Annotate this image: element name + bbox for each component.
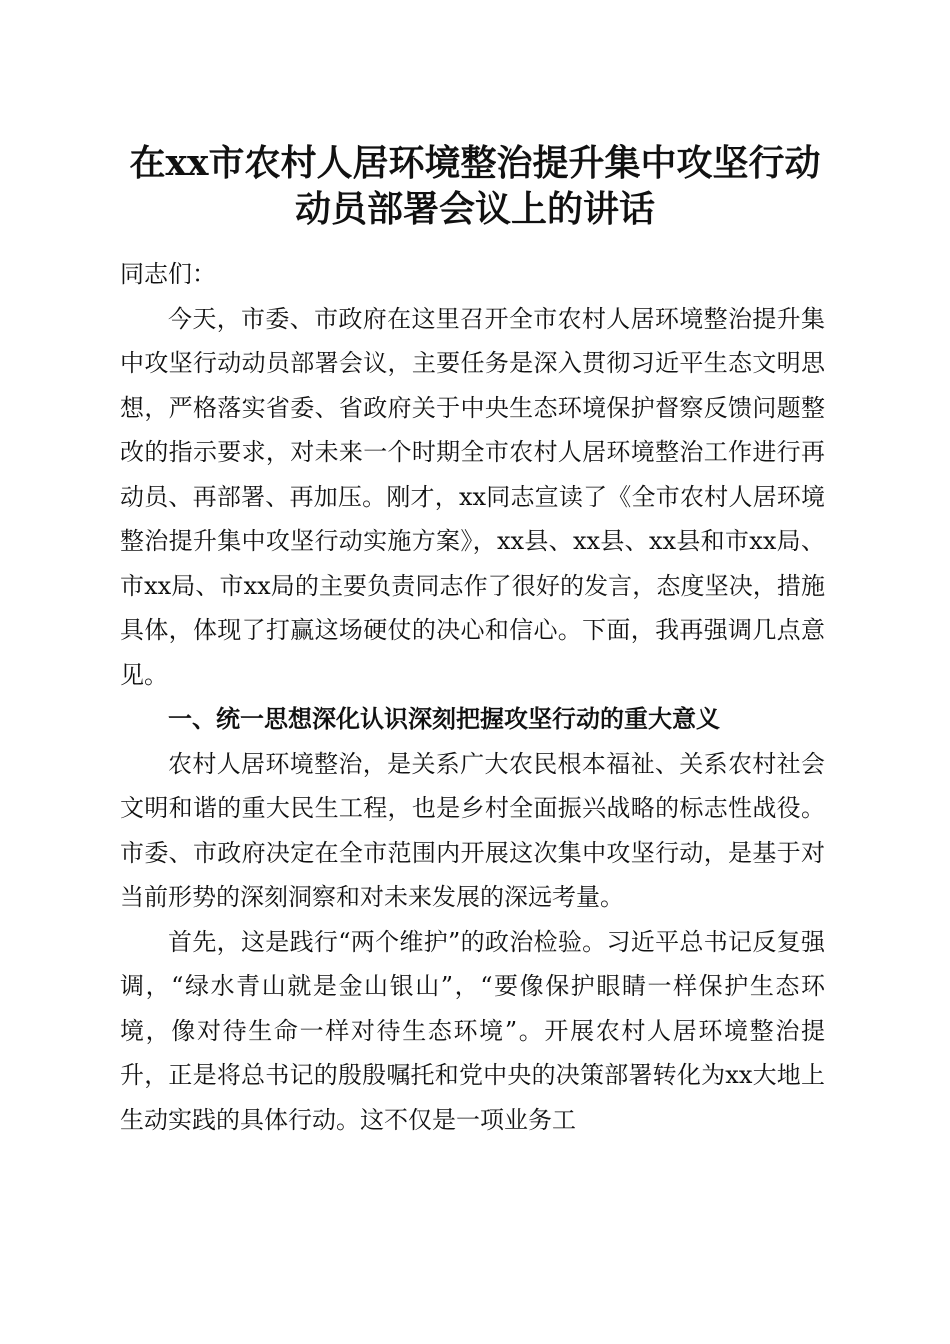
salutation: 同志们：: [120, 260, 216, 288]
paragraph-significance: 农村人居环境整治，是关系广大农民根本福祉、关系农村社会文明和谐的重大民生工程，也是乡村全面振兴战略的标志性战役。市委、市政府决定在全市范围内开展这次集中攻坚行动，是基于对当前形势的深刻洞察和对未来发展的深远考量。: [120, 749, 825, 911]
paragraph-first-point: 首先，这是践行“两个维护”的政治检验。习近平总书记反复强调，“绿水青山就是金山银山”，“要像保护眼睛一样保护生态环境，像对待生命一样对待生态环境”。开展农村人居环境整治提升，正是将总书记的殷殷嘱托和党中央的决策部署转化为xx大地上生动实践的具体行动。这不仅是一项业务工: [120, 927, 825, 1134]
section-heading-1: 一、统一思想深化认识深刻把握攻坚行动的重大意义: [168, 705, 720, 733]
speech-body: [120, 252, 825, 1142]
title-line-1: 在xx市农村人居环境整治提升集中攻坚行动: [129, 142, 821, 184]
paragraph-opening: 今天，市委、市政府在这里召开全市农村人居环境整治提升集中攻坚行动动员部署会议，主要任务是深入贯彻习近平生态文明思想，严格落实省委、省政府关于中央生态环境保护督察反馈问题整改的指示要求，对未来一个时期全市农村人居环境整治工作进行再动员、再部署、再加压。刚才，xx同志宣读了《全市农村人居环境整治提升集中攻坚行动实施方案》，xx县、xx县、xx县和市xx局、市xx局、市xx局的主要负责同志作了很好的发言，态度坚决，措施具体，体现了打赢这场硬仗的决心和信心。下面，我再强调几点意见。: [120, 304, 825, 689]
title-line-2: 动员部署会议上的讲话: [294, 188, 655, 230]
speech-title: [60, 140, 890, 232]
